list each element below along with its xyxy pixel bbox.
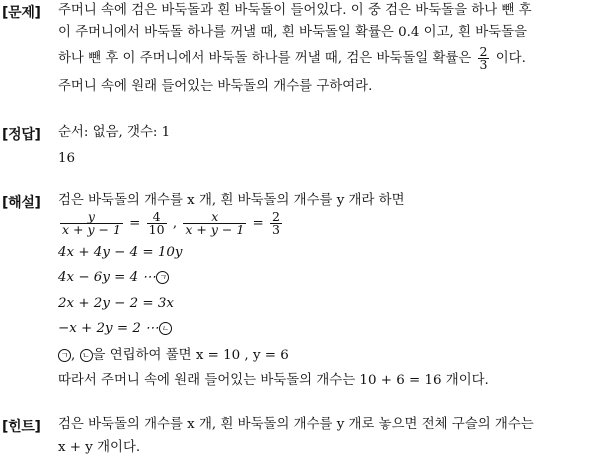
- fraction-y-numerator: y: [87, 209, 95, 224]
- problem-line-3-text: 하나 뺀 후 이 주머니에서 바둑돌 하나를 꺼낼 때, 검은 바둑돌일 확률은: [58, 51, 472, 66]
- separator: ,: [172, 216, 178, 231]
- fraction-x-denominator: x + y − 1: [185, 222, 245, 237]
- problem-line-1: 주머니 속에 검은 바둑돌과 흰 바둑돌이 들어있다. 이 중 검은 바둑돌을 하나 뺀 후: [58, 3, 532, 18]
- answer-tag: [정답]: [2, 127, 41, 143]
- fraction-4-10-denominator: 10: [148, 222, 165, 237]
- fraction-2-3: [270, 211, 282, 236]
- equation-3: 2x + 2y − 2 = 3x: [58, 296, 174, 311]
- probability-fraction: [478, 46, 490, 71]
- hint-tag: [힌트]: [2, 419, 41, 435]
- equals-sign: =: [129, 216, 141, 231]
- hint-line-1: 검은 바둑돌의 개수를 x 개, 흰 바둑돌의 개수를 y 개로 놓으면 전체 구슬의 개수는: [58, 417, 534, 432]
- circled-nieun-icon: ㄴ: [80, 349, 93, 362]
- equation-1: 4x + 4y − 4 = 10y: [58, 245, 183, 260]
- fraction-x-numerator: x: [211, 209, 219, 224]
- fraction-4-10: [147, 211, 167, 236]
- fraction-x: [183, 211, 246, 236]
- solution-tag: [해설]: [2, 195, 41, 211]
- problem-line-2: 이 주머니에서 바둑돌 하나를 꺼낼 때, 흰 바둑돌일 확률은 0.4 이고, 흰 바둑돌을: [58, 25, 527, 40]
- fraction-numerator: 2: [479, 44, 488, 59]
- solve-text: 을 연립하여 풀면 x = 10 , y = 6: [92, 348, 289, 363]
- equation-2-text: 4x − 6y = 4 ⋯: [58, 270, 156, 285]
- solution-fractions: [58, 207, 284, 241]
- fraction-4-10-numerator: 4: [152, 209, 161, 224]
- fraction-denominator: 3: [479, 57, 488, 72]
- circled-nieun-icon: ㄴ: [159, 322, 172, 335]
- equation-4-text: −x + 2y = 2 ⋯: [58, 321, 159, 336]
- equation-4: [58, 321, 172, 337]
- solve-line: [58, 348, 289, 364]
- answer-line-1: 순서: 없음, 갯수: 1: [58, 125, 171, 140]
- solution-line-1: 검은 바둑돌의 개수를 x 개, 흰 바둑돌의 개수를 y 개라 하면: [58, 193, 405, 208]
- problem-line-4: 주머니 속에 원래 들어있는 바둑돌의 개수를 구하여라.: [58, 79, 373, 94]
- hint-line-2: x + y 개이다.: [58, 440, 141, 455]
- fraction-y-denominator: x + y − 1: [62, 222, 121, 237]
- circled-giyeok-icon: ㄱ: [58, 349, 71, 362]
- problem-line-3: [58, 42, 526, 76]
- answer-value: 16: [58, 151, 76, 166]
- problem-line-3-end: 이다.: [495, 51, 526, 66]
- equals-sign: =: [252, 216, 264, 231]
- solve-comma: ,: [71, 348, 76, 363]
- final-line: 따라서 주머니 속에 원래 들어있는 바둑돌의 개수는 10 + 6 = 16 개이다.: [58, 373, 489, 388]
- fraction-y: [60, 211, 123, 236]
- circled-giyeok-icon: ㄱ: [156, 271, 169, 284]
- fraction-2-3-denominator: 3: [272, 222, 280, 237]
- problem-tag: [문제]: [2, 5, 41, 21]
- fraction-2-3-numerator: 2: [272, 209, 280, 224]
- equation-2: [58, 270, 169, 286]
